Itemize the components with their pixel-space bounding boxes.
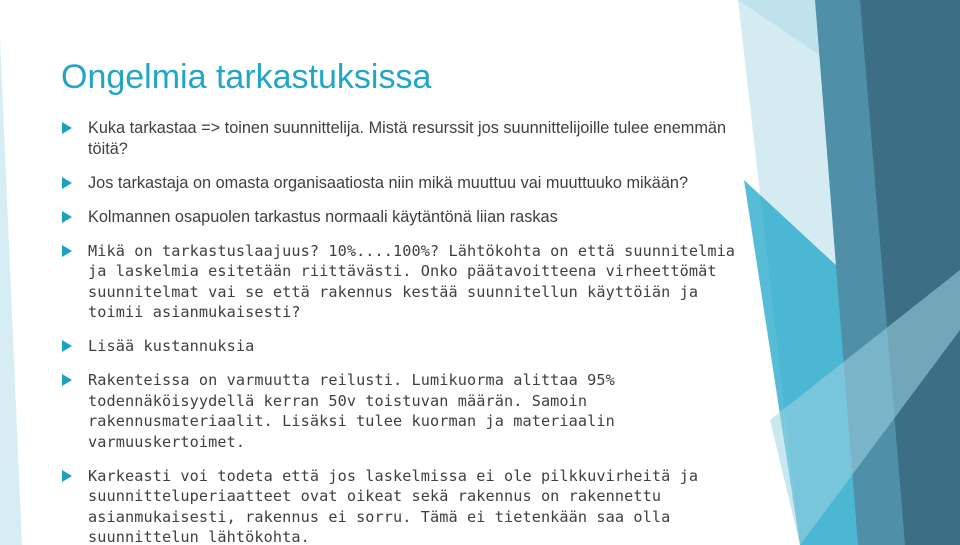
bullet-item	[62, 466, 752, 545]
bullet-item	[62, 336, 752, 357]
bullet-text: Kuka tarkastaa => toinen suunnittelija. Mistä resurssit jos suunnittelijoille tulee enemmän töitä?	[88, 119, 727, 158]
bullet-item	[62, 118, 752, 159]
bullet-text: Jos tarkastaja on omasta organisaatiosta niin mikä muuttuu vai muuttuuko mikään?	[88, 173, 689, 192]
bullet-item	[62, 207, 752, 228]
bullet-arrow-icon	[62, 177, 72, 189]
bullet-arrow-icon	[62, 245, 72, 257]
bullet-item	[62, 241, 752, 323]
bullet-list	[62, 118, 752, 545]
bullet-text: Karkeasti voi todeta että jos laskelmissa ei ole pilkkuvirheitä ja suunnitteluperiaatteet ovat oikeat sekä rakennus on rakennettu asianmukaisesti, rakennus ei sorru. Tämä ei tietenkään saa olla suunnittelun lähtökohta.	[88, 466, 699, 545]
bullet-text: Mikä on tarkastuslaajuus? 10%....100%? Lähtökohta on että suunnitelmia ja laskelmia esitetään riittävästi. Onko päätavoitteena virheettömät suunnitelmat vai se että rakennus kestää suunnitellun käyttöiän ja toimii asianmukaisesti?	[88, 241, 736, 321]
bullet-arrow-icon	[62, 374, 72, 386]
bullet-arrow-icon	[62, 470, 72, 482]
bullet-text: Rakenteissa on varmuutta reilusti. Lumikuorma alittaa 95% todennäköisyydellä kerran 50v toistuvan määrän. Samoin rakennusmateriaalit. Lisäksi tulee kuorman ja materiaalin varmuuskertoimet.	[88, 371, 615, 451]
bullet-arrow-icon	[62, 340, 72, 352]
bullet-arrow-icon	[62, 211, 72, 223]
bullet-item	[62, 370, 752, 452]
bullet-arrow-icon	[62, 122, 72, 134]
bullet-text: Kolmannen osapuolen tarkastus normaali käytäntönä liian raskas	[88, 207, 558, 226]
left-deco-shape	[0, 38, 22, 545]
slide-title: Ongelmia tarkastuksissa	[61, 58, 432, 96]
bullet-item	[62, 173, 752, 194]
bullet-text: Lisää kustannuksia	[88, 337, 255, 355]
